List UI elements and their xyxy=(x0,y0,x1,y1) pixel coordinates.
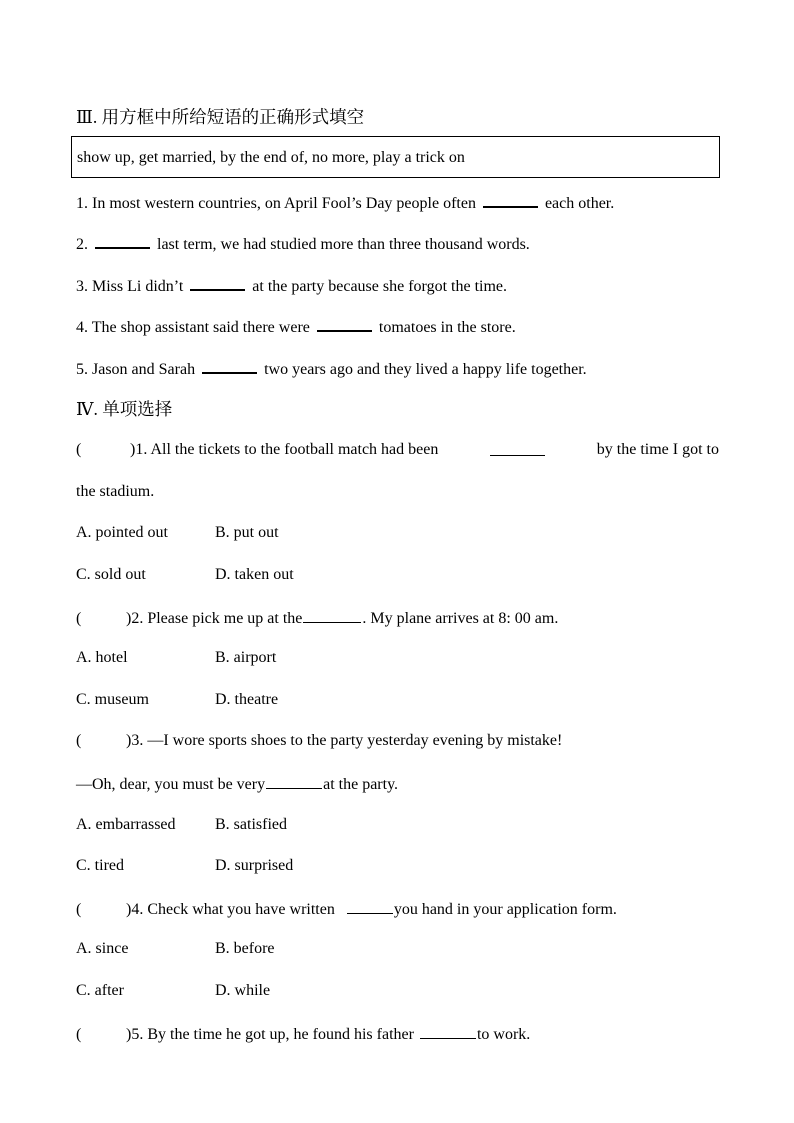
fill-item-4 xyxy=(76,315,516,338)
answer-paren-open[interactable]: ( xyxy=(76,901,82,918)
answer-paren-open[interactable]: ( xyxy=(76,610,82,627)
fill-item-5-after: two years ago and they lived a happy life together. xyxy=(264,361,587,378)
answer-blank[interactable] xyxy=(202,357,257,374)
question-1-after: by the time I got to xyxy=(596,441,719,458)
question-1-text: )1. All the tickets to the football match had been xyxy=(130,441,439,458)
q4-option-a[interactable]: A. since xyxy=(76,940,129,957)
q1-option-c[interactable]: C. sold out xyxy=(76,566,146,583)
question-1-continuation: the stadium. xyxy=(76,483,155,500)
answer-blank[interactable] xyxy=(95,232,150,249)
q2-option-a[interactable]: A. hotel xyxy=(76,649,128,666)
question-5-text: )5. By the time he got up, he found his father xyxy=(126,1026,414,1043)
question-4-after: you hand in your application form. xyxy=(393,901,617,918)
answer-blank[interactable] xyxy=(190,274,245,291)
question-2 xyxy=(76,607,558,629)
answer-blank[interactable] xyxy=(483,191,538,208)
answer-blank[interactable] xyxy=(317,315,372,332)
q1-option-d[interactable]: D. taken out xyxy=(215,566,294,583)
fill-item-2 xyxy=(76,232,530,255)
q3-option-a[interactable]: A. embarrassed xyxy=(76,816,176,833)
q4-option-b[interactable]: B. before xyxy=(215,940,275,957)
fill-item-1 xyxy=(76,191,614,214)
q3-option-c[interactable]: C. tired xyxy=(76,857,124,874)
fill-item-5-before: 5. Jason and Sarah xyxy=(76,361,196,378)
fill-item-3-after: at the party because she forgot the time. xyxy=(252,278,508,295)
answer-blank[interactable] xyxy=(490,440,545,456)
fill-item-5 xyxy=(76,357,587,380)
q3-option-d[interactable]: D. surprised xyxy=(215,857,294,874)
answer-blank[interactable] xyxy=(347,898,393,914)
question-3-reply xyxy=(76,773,398,795)
fill-item-2-before: 2. xyxy=(76,236,88,253)
fill-item-4-before: 4. The shop assistant said there were xyxy=(76,319,310,336)
question-1 xyxy=(76,440,719,462)
answer-paren-open[interactable]: ( xyxy=(76,441,82,458)
q3-option-b[interactable]: B. satisfied xyxy=(215,816,287,833)
question-4-text: )4. Check what you have written xyxy=(126,901,335,918)
section-4-title: Ⅳ. 单项选择 xyxy=(76,399,173,419)
fill-item-2-after: last term, we had studied more than three thousand words. xyxy=(157,236,530,253)
q4-option-c[interactable]: C. after xyxy=(76,982,124,999)
answer-blank[interactable] xyxy=(420,1023,476,1039)
question-2-after: . My plane arrives at 8: 00 am. xyxy=(362,610,559,627)
question-5-after: to work. xyxy=(476,1026,531,1043)
answer-paren-open[interactable]: ( xyxy=(76,1026,82,1043)
fill-item-3 xyxy=(76,274,507,297)
question-2-text: )2. Please pick me up at the xyxy=(126,610,303,627)
answer-blank[interactable] xyxy=(266,773,322,789)
fill-item-4-after: tomatoes in the store. xyxy=(378,319,516,336)
question-4 xyxy=(76,898,617,920)
fill-item-3-before: 3. Miss Li didn’t xyxy=(76,278,184,295)
question-3-text: )3. —I wore sports shoes to the party yesterday evening by mistake! xyxy=(126,732,563,749)
section-3-title: Ⅲ. 用方框中所给短语的正确形式填空 xyxy=(76,107,365,127)
question-5 xyxy=(76,1023,530,1045)
question-3-reply-after: at the party. xyxy=(323,776,399,793)
q2-option-d[interactable]: D. theatre xyxy=(215,691,279,708)
q4-option-d[interactable]: D. while xyxy=(215,982,271,999)
question-3 xyxy=(76,731,562,751)
q2-option-c[interactable]: C. museum xyxy=(76,691,149,708)
fill-item-1-after: each other. xyxy=(544,195,615,212)
fill-item-1-before: 1. In most western countries, on April Fool’s Day people often xyxy=(76,195,476,212)
question-3-reply-before: —Oh, dear, you must be very xyxy=(76,776,266,793)
q2-option-b[interactable]: B. airport xyxy=(215,649,277,666)
q1-option-b[interactable]: B. put out xyxy=(215,524,279,541)
phrase-box xyxy=(71,136,720,178)
answer-blank[interactable] xyxy=(303,607,361,623)
q1-option-a[interactable]: A. pointed out xyxy=(76,524,168,541)
answer-paren-open[interactable]: ( xyxy=(76,732,82,749)
phrase-list: show up, get married, by the end of, no more, play a trick on xyxy=(77,149,465,166)
